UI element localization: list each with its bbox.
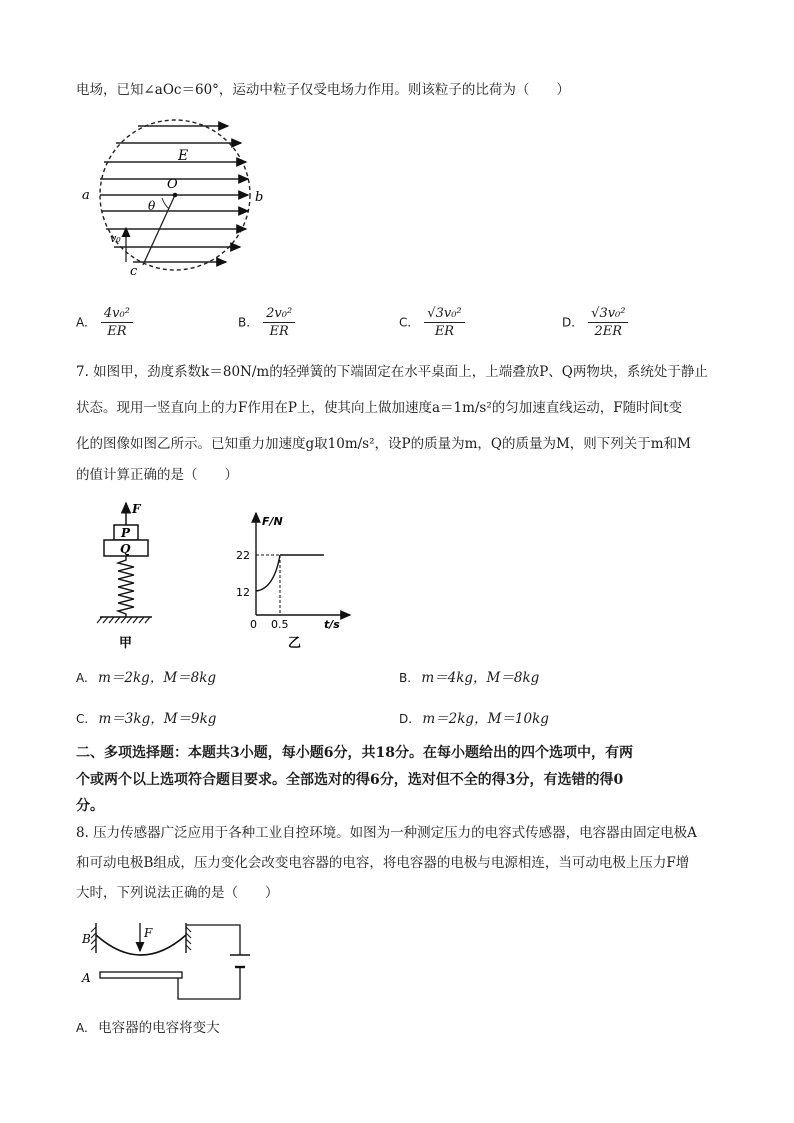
graph-y-low: 12 — [236, 586, 250, 599]
graph-y-high: 22 — [236, 549, 250, 562]
spring — [118, 556, 134, 617]
q6-option-a[interactable]: A. $\frac{\text{4v₀²}}{ER}$ — [76, 306, 133, 339]
label-c: c — [130, 264, 138, 277]
label-A: A — [82, 971, 91, 985]
option-d-denominator: 2ER — [594, 324, 623, 339]
graph-x-tick: 0.5 — [271, 618, 289, 631]
q7-option-d[interactable]: D. m＝2kg，M＝10kg — [399, 711, 549, 727]
label-Q: Q — [120, 542, 131, 556]
label-O: O — [167, 177, 178, 192]
label-F8: F — [144, 926, 153, 940]
caption-jia: 甲 — [119, 636, 133, 651]
option-c-denominator: ER — [434, 324, 455, 339]
option-c-numerator: √3v₀² — [424, 306, 464, 323]
option-b-numerator: 2v₀² — [263, 306, 295, 323]
option-a-denominator: ER — [107, 324, 127, 339]
option-d-numerator: √3v₀² — [588, 306, 628, 323]
section-2-line-1: 二、多项选择题：本题共3小题，每小题6分，共18分。在每小题给出的四个选项中，有两 — [76, 745, 633, 761]
option-b-denominator: ER — [269, 324, 289, 339]
q7-option-c[interactable]: C. m＝3kg，M＝9kg — [76, 711, 217, 727]
q7-force-time-graph — [232, 505, 362, 655]
section-2-line-3: 分。 — [76, 798, 104, 814]
label-P: P — [121, 526, 131, 540]
q8-option-a[interactable]: A. 电容器的电容将变大 — [76, 1020, 220, 1036]
center-point — [173, 193, 178, 198]
q7-line-3: 化的图像如图乙所示。已知重力加速度g取10m/s²，设P的质量为m，Q的质量为M，则下列关于m和M — [76, 436, 691, 452]
q8-line-3: 大时，下列说法正确的是（ ） — [76, 885, 279, 901]
q6-text: 电场，已知∠aOc＝60°，运动中粒子仅受电场力作用。则该粒子的比荷为（ ） — [76, 82, 570, 98]
caption-yi: 乙 — [288, 636, 302, 651]
q7-line-1: 7. 如图甲，劲度系数k＝80N/m的轻弹簧的下端固定在水平桌面上，上端叠放P、Q两物块，系统处于静止 — [76, 364, 708, 380]
q8-line-2: 和可动电极B组成，压力变化会改变电容器的电容，将电容器的电极与电源相连，当可动电极上压力F增 — [76, 855, 690, 871]
graph-ylabel: F/N — [262, 515, 283, 528]
electrode-b — [96, 935, 186, 955]
q7-option-b[interactable]: B. m＝4kg，M＝8kg — [399, 670, 540, 686]
q8-capacitor-figure — [78, 915, 253, 1010]
q6-option-b[interactable]: B. $\frac{\text{2v₀²}}{ER}$ — [238, 306, 295, 339]
label-a: a — [82, 188, 90, 203]
label-b: b — [255, 190, 264, 205]
graph-xlabel: t/s — [324, 618, 340, 631]
q7-line-4: 的值计算正确的是（ ） — [76, 467, 238, 483]
q6-option-d[interactable]: D. $\frac{\text{√3v₀²}}{2ER}$ — [562, 306, 628, 339]
q7-spring-figure — [92, 495, 172, 655]
circuit-wire — [186, 925, 240, 955]
q6-option-c[interactable]: C. $\frac{\text{√3v₀²}}{ER}$ — [399, 306, 465, 339]
label-theta: θ — [148, 199, 156, 213]
q7-line-2: 状态。现用一竖直向上的力F作用在P上，使其向上做加速度a＝1m/s²的匀加速直线运动，F随时间t变 — [76, 400, 683, 416]
section-2-line-2: 个或两个以上选项符合题目要求。全部选对的得6分，选对但不全的得3分，有选错的得0 — [76, 772, 624, 788]
force-curve — [256, 555, 280, 591]
label-v0: v₀ — [110, 232, 121, 245]
label-B: B — [82, 932, 91, 946]
label-F: F — [132, 502, 141, 516]
option-a-numerator: 4v₀² — [101, 306, 133, 323]
graph-origin: 0 — [250, 618, 257, 631]
q8-line-1: 8. 压力传感器广泛应用于各种工业自控环境。如图为一种测定压力的电容式传感器，电容器由固定电极A — [76, 825, 697, 841]
q6-field-figure — [78, 112, 278, 277]
q7-option-a[interactable]: A. m＝2kg，M＝8kg — [76, 670, 217, 686]
label-E: E — [178, 148, 189, 164]
electrode-a — [100, 972, 182, 978]
